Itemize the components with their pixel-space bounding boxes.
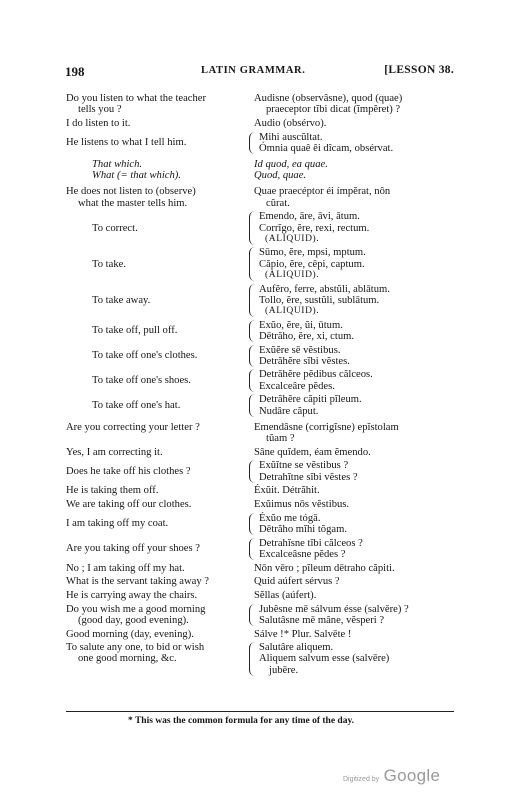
exercise-row	[66, 485, 454, 496]
latin-translation	[254, 563, 454, 574]
latin-line: Emendo, āre, āvi, ātum.	[259, 211, 360, 223]
english-line: What is the servant taking away ?	[66, 576, 209, 588]
english-line: To take off, pull off.	[92, 325, 178, 337]
latin-translation	[249, 538, 454, 560]
exercise-row	[66, 394, 454, 416]
latin-line: jubēre.	[269, 664, 299, 676]
english-line: Good morning (day, evening).	[66, 628, 194, 640]
latin-line: Căpio, ĕre, cēpi, captum.	[259, 258, 365, 270]
english-line: To take off one's clothes.	[92, 350, 198, 362]
english-line: To take.	[92, 258, 126, 270]
latin-line: Detrăhĕre sĭbi vĕstes.	[259, 355, 350, 367]
latin-line: Jubêsne mē sálvum ésse (salvēre) ?	[259, 603, 409, 615]
english-line: No ; I am taking off my hat.	[66, 562, 185, 574]
exercise-row	[66, 159, 454, 181]
exercise-row	[66, 118, 454, 129]
latin-translation	[249, 132, 454, 154]
latin-line: Exŭimus nōs vĕstibus.	[254, 499, 350, 510]
latin-translation	[249, 247, 454, 281]
english-line: To take away.	[92, 294, 151, 306]
latin-translation	[254, 422, 454, 444]
english-line: Do you listen to what the teacher	[66, 93, 207, 104]
latin-line: Nōn vēro ; pĭleum dētraho căpiti.	[254, 562, 395, 574]
latin-line: Mihi auscŭltat.	[259, 131, 323, 143]
english-phrase	[66, 576, 244, 587]
exercise-row	[66, 604, 454, 626]
exercise-row	[66, 447, 454, 458]
exercise-row	[66, 499, 454, 510]
latin-translation	[254, 118, 454, 129]
latin-translation	[249, 604, 454, 626]
latin-line: Sūmo, ĕre, mpsi, mptum.	[259, 247, 366, 259]
latin-line: Audisne (observâsne), quod (quae)	[254, 93, 403, 104]
english-line: To take off one's hat.	[92, 399, 181, 411]
latin-line: Excalceâre pĕdes.	[259, 380, 335, 392]
latin-line: tŭam ?	[266, 432, 295, 444]
vocabulary-exercise	[66, 93, 454, 678]
english-line: I do listen to it.	[66, 117, 131, 129]
english-line: He is carrying away the chairs.	[66, 589, 198, 601]
latin-line: Excalceâsne pĕdes ?	[259, 548, 346, 560]
english-phrase	[66, 642, 244, 664]
latin-line: Salutâsne mē mâne, vĕsperi ?	[259, 614, 385, 626]
latin-line: Salutâre aliquem.	[259, 642, 334, 654]
english-phrase	[66, 518, 244, 529]
english-phrase	[66, 186, 244, 208]
english-phrase	[66, 93, 244, 115]
english-phrase	[66, 466, 244, 477]
latin-translation	[254, 576, 454, 587]
english-phrase	[66, 604, 244, 626]
english-line: tells you ?	[78, 104, 122, 116]
latin-translation	[254, 499, 454, 510]
english-phrase	[92, 325, 244, 336]
latin-line: Detrăhĕre căpiti pĭleum.	[259, 394, 362, 406]
english-phrase	[92, 295, 244, 306]
digitization-watermark	[343, 766, 440, 786]
english-line: Are you taking off your shoes ?	[66, 543, 200, 555]
latin-line: Aufĕro, ferre, abstŭli, ablātum.	[259, 283, 390, 295]
latin-translation	[254, 629, 454, 640]
english-phrase	[66, 543, 244, 554]
english-line: Does he take off his clothes ?	[66, 465, 191, 477]
footnote: * This was the common formula for any time of the day.	[128, 716, 355, 726]
latin-line: (ALIQUID).	[265, 305, 320, 316]
english-line: Are you correcting your letter ?	[66, 421, 200, 433]
watermark-prefix: Digitized by	[343, 776, 380, 783]
english-phrase	[66, 118, 244, 129]
latin-translation	[254, 447, 454, 458]
english-line: What (= that which).	[92, 170, 181, 182]
latin-line: Sĕllas (aúfert).	[254, 589, 317, 601]
latin-line: Corrĭgo, ĕre, rexi, rectum.	[259, 222, 370, 234]
latin-line: Tollo, ĕre, sustŭli, sublātum.	[259, 294, 380, 306]
exercise-row	[66, 186, 454, 208]
english-line: one good morning, &c.	[78, 653, 177, 665]
latin-line: Exŭo, ĕre, ŭi, ūtum.	[259, 319, 343, 331]
english-line: Do you wish me a good morning	[66, 603, 206, 615]
latin-translation	[249, 394, 454, 416]
exercise-row	[66, 247, 454, 281]
english-line: He listens to what I tell him.	[66, 137, 187, 149]
exercise-row	[66, 563, 454, 574]
exercise-row	[66, 211, 454, 245]
latin-line: Ómnia quaê êi dîcam, obsérvat.	[259, 142, 394, 154]
latin-line: Audio (obsérvo).	[254, 117, 327, 129]
english-phrase	[66, 563, 244, 574]
latin-translation	[249, 284, 454, 318]
exercise-row	[66, 93, 454, 115]
exercise-row	[66, 576, 454, 587]
english-phrase	[66, 629, 244, 640]
exercise-row	[66, 538, 454, 560]
english-line: Yes, I am correcting it.	[66, 446, 163, 458]
latin-line: Exŭĕre sē vĕstibus.	[259, 344, 341, 356]
latin-line: Sálve !* Plur. Salvēte !	[254, 628, 352, 640]
english-phrase	[92, 400, 244, 411]
latin-translation	[249, 345, 454, 367]
english-phrase	[66, 590, 244, 601]
english-phrase	[92, 350, 244, 361]
exercise-row	[66, 422, 454, 444]
latin-line: Quae praecéptor éi ímpĕrat, nôn	[254, 186, 391, 198]
latin-translation	[254, 93, 454, 115]
english-phrase	[92, 375, 244, 386]
latin-translation	[249, 369, 454, 391]
latin-line: Éxŭo me tógā.	[259, 512, 321, 524]
exercise-row	[66, 629, 454, 640]
english-phrase	[66, 137, 244, 148]
english-phrase	[92, 223, 244, 234]
exercise-row	[66, 369, 454, 391]
english-phrase	[92, 159, 244, 181]
latin-translation	[249, 460, 454, 482]
latin-line: Éxŭit. Détrăhit.	[254, 485, 320, 497]
latin-translation	[254, 159, 454, 181]
exercise-row	[66, 345, 454, 367]
latin-line: Nudâre căput.	[259, 405, 319, 417]
latin-line: Aliquem salvum esse (salvēre)	[259, 653, 390, 665]
english-phrase	[92, 259, 244, 270]
exercise-row	[66, 590, 454, 601]
english-line: I am taking off my coat.	[66, 518, 169, 530]
latin-translation	[249, 211, 454, 245]
english-phrase	[66, 447, 244, 458]
latin-line: Detrahĭtne sĭbi vĕstes ?	[259, 471, 358, 483]
page-number: 198	[65, 64, 85, 79]
latin-line: Detrăhĕre pĕdibus călceos.	[259, 369, 373, 381]
english-phrase	[66, 422, 244, 433]
latin-line: Quod, quae.	[254, 170, 307, 182]
latin-line: Detrahĭsne tĭbi călceos ?	[259, 537, 363, 549]
latin-line: (ALIQUID).	[265, 233, 320, 244]
english-line: To correct.	[92, 222, 138, 234]
latin-translation	[254, 590, 454, 601]
exercise-row	[66, 513, 454, 535]
latin-line: Dētrăho mĭhi tŏgam.	[259, 523, 347, 535]
running-header	[65, 64, 454, 80]
latin-translation	[254, 186, 454, 208]
latin-line: Emendâsne (corrigĭsne) epĭstolam	[254, 421, 399, 433]
exercise-row	[66, 642, 454, 676]
english-phrase	[66, 499, 244, 510]
exercise-row	[66, 460, 454, 482]
english-line: what the master tells him.	[78, 197, 188, 209]
google-logo: Google	[383, 766, 441, 785]
lesson-label: [LESSON 38.	[384, 64, 454, 76]
running-title: LATIN GRAMMAR.	[201, 65, 306, 76]
latin-line: Sâne quĭdem, éam ĕmendo.	[254, 446, 371, 458]
english-line: That which.	[92, 159, 143, 171]
latin-translation	[249, 320, 454, 342]
english-line: He is taking them off.	[66, 485, 159, 497]
latin-translation	[249, 642, 454, 676]
latin-line: cûrat.	[266, 197, 290, 209]
english-line: To salute any one, to bid or wish	[66, 642, 205, 654]
english-phrase	[66, 485, 244, 496]
latin-line: Quid aúfert sérvus ?	[254, 576, 340, 588]
footnote-rule	[66, 711, 454, 712]
english-line: (good day, good evening).	[78, 614, 189, 626]
latin-translation	[249, 513, 454, 535]
english-line: He does not listen to (observe)	[66, 186, 196, 198]
exercise-row	[66, 320, 454, 342]
latin-line: praeceptor tĭbi dicat (ĭmpĕret) ?	[266, 104, 401, 116]
english-line: We are taking off our clothes.	[66, 499, 192, 510]
latin-translation	[254, 485, 454, 496]
latin-line: Id quod, ea quae.	[254, 159, 328, 171]
exercise-row	[66, 132, 454, 154]
latin-line: Exŭĭtne se vĕstibus ?	[259, 460, 349, 472]
latin-line: Dētrăho, ĕre, xi, ctum.	[259, 330, 355, 342]
latin-line: (ALIQUID).	[265, 269, 320, 280]
exercise-row	[66, 284, 454, 318]
english-line: To take off one's shoes.	[92, 375, 191, 387]
